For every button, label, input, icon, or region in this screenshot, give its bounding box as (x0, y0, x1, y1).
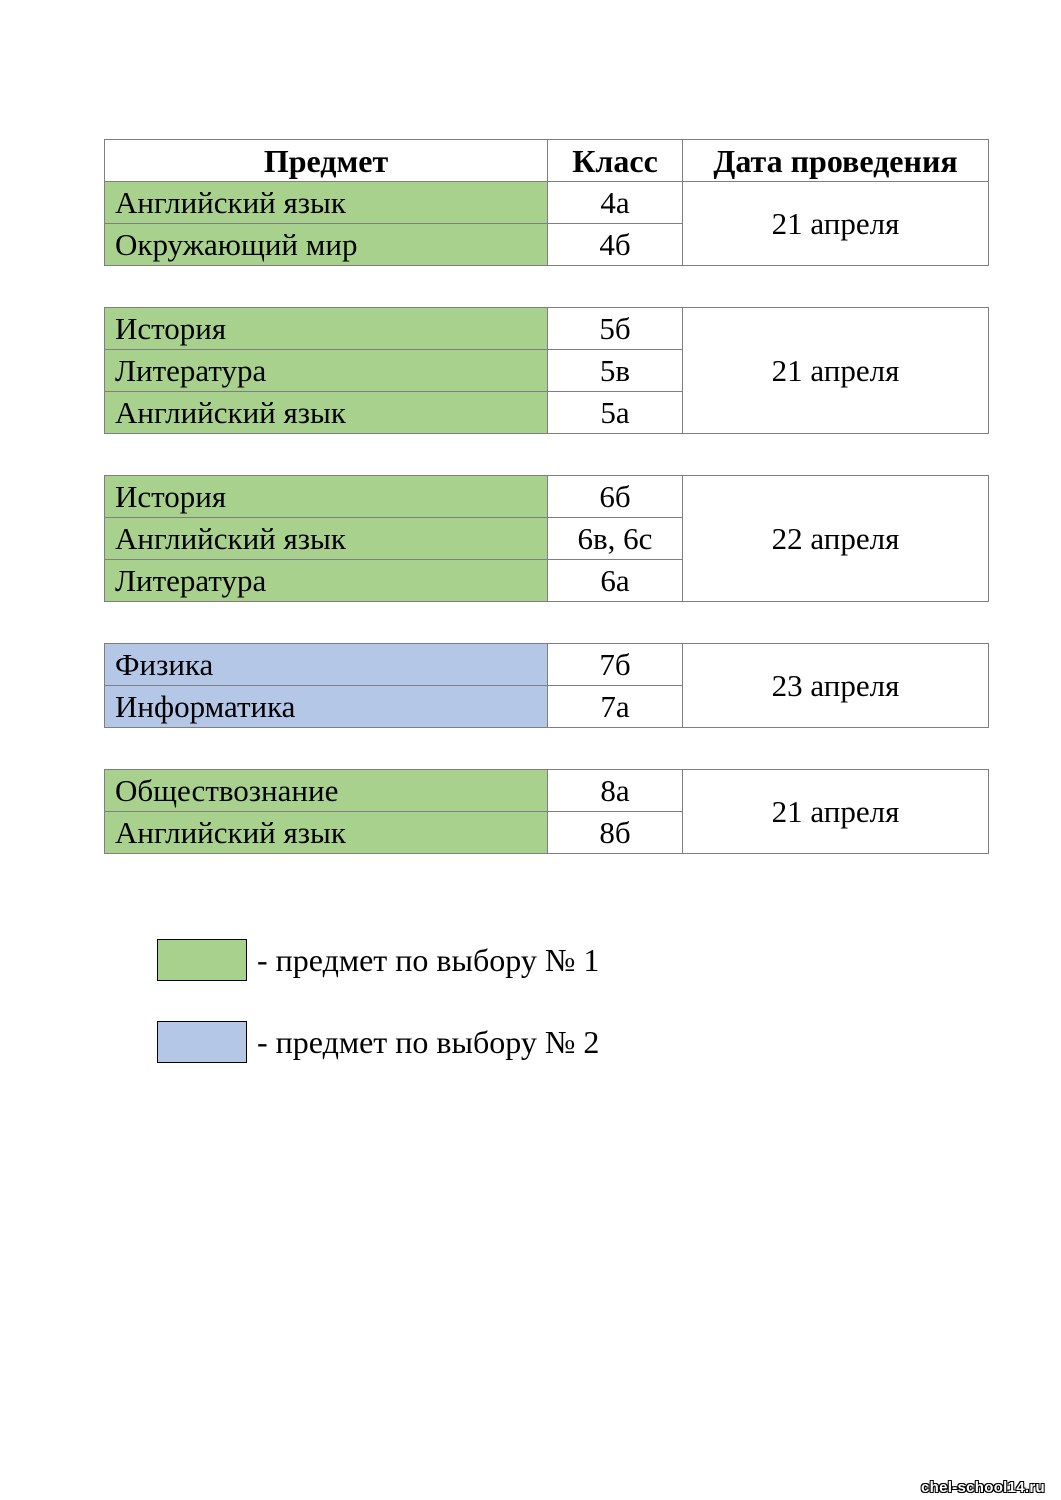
table-row (105, 182, 989, 224)
class-cell: 4а (548, 182, 683, 224)
class-cell: 5в (548, 350, 683, 392)
class-cell: 7б (548, 644, 683, 686)
date-cell: 21 апреля (683, 182, 989, 266)
date-cell: 22 апреля (683, 476, 989, 602)
subject-cell: Окружающий мир (105, 224, 548, 266)
header-class: Класс (548, 140, 683, 182)
legend-label: - предмет по выбору № 2 (257, 1023, 600, 1060)
class-cell: 6в, 6с (548, 518, 683, 560)
class-cell: 6б (548, 476, 683, 518)
class-cell: 8б (548, 812, 683, 854)
schedule-table-8 (104, 769, 989, 854)
subject-cell: Английский язык (105, 392, 548, 434)
class-cell: 5а (548, 392, 683, 434)
subject-cell: Английский язык (105, 812, 548, 854)
legend-item-choice-2 (157, 1020, 599, 1064)
date-cell: 21 апреля (683, 770, 989, 854)
schedule-table-4 (104, 139, 989, 266)
subject-cell: Обществознание (105, 770, 548, 812)
table-header-row (105, 140, 989, 182)
legend-label: - предмет по выбору № 1 (257, 941, 600, 978)
subject-cell: Английский язык (105, 182, 548, 224)
schedule-table-5 (104, 307, 989, 434)
schedule-table-6 (104, 475, 989, 602)
header-subject: Предмет (105, 140, 548, 182)
legend-item-choice-1 (157, 938, 599, 982)
table-row (105, 476, 989, 518)
subject-cell: Физика (105, 644, 548, 686)
subject-cell: Английский язык (105, 518, 548, 560)
class-cell: 8а (548, 770, 683, 812)
table-row (105, 644, 989, 686)
subject-cell: Литература (105, 560, 548, 602)
legend-swatch-green (157, 939, 247, 981)
class-cell: 7а (548, 686, 683, 728)
date-cell: 21 апреля (683, 308, 989, 434)
subject-cell: Информатика (105, 686, 548, 728)
schedule-table-7 (104, 643, 989, 728)
date-cell: 23 апреля (683, 644, 989, 728)
subject-cell: История (105, 308, 548, 350)
subject-cell: Литература (105, 350, 548, 392)
class-cell: 4б (548, 224, 683, 266)
class-cell: 6а (548, 560, 683, 602)
legend-swatch-blue (157, 1021, 247, 1063)
class-cell: 5б (548, 308, 683, 350)
table-row (105, 770, 989, 812)
header-date: Дата проведения (683, 140, 989, 182)
subject-cell: История (105, 476, 548, 518)
site-watermark: chel-school14.ru (920, 1479, 1045, 1496)
table-row (105, 308, 989, 350)
